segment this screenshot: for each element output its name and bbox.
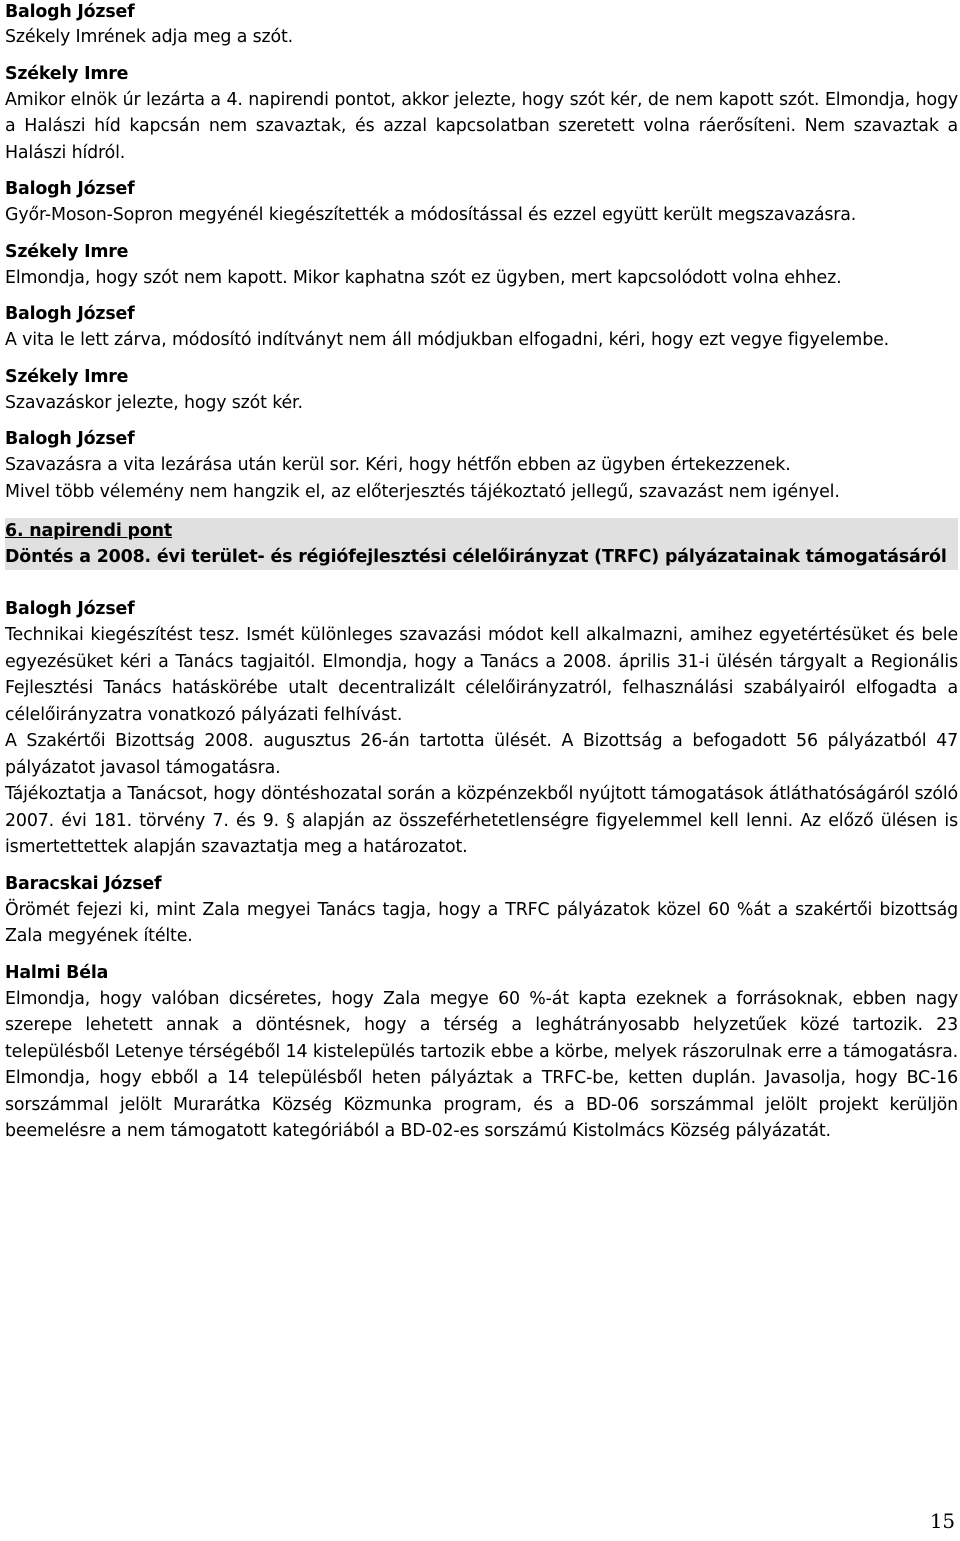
agenda-title: Döntés a 2008. évi terület- és régiófejlesztési célelőirányzat (TRFC) pályázatainak támogatásáról — [5, 547, 947, 567]
speech-text: Amikor elnök úr lezárta a 4. napirendi pontot, akkor jelezte, hogy szót kér, de nem kapott szót. Elmondja, hogy a Halászi híd kapcsán nem szavaztak, és azzal kapcsolatban szeretett volna ráerősíteni. Nem szavaztak a Halászi hídról. — [5, 89, 958, 163]
exchange — [5, 176, 958, 229]
speaker-name: Balogh József — [5, 2, 135, 22]
exchange — [5, 596, 958, 861]
speech-text: A Szakértői Bizottság 2008. augusztus 26-án tartotta ülését. A Bizottság a befogadott 56 pályázatból 47 pályázatot javasol támogatásra. — [5, 731, 958, 778]
speaker-name: Balogh József — [5, 304, 135, 324]
speaker-name: Balogh József — [5, 429, 135, 449]
speech-text: Tájékoztatja a Tanácsot, hogy döntéshozatal során a közpénzekből nyújtott támogatások átláthatóságáról szóló 2007. évi 181. törvény 7. és 9. § alapján az összeférhetetlenségre figyelemmel kell lenni. Az előző ülésen is ismertettettek alapján szavaztatja meg a határozatot. — [5, 784, 958, 857]
speech-text: A vita le lett zárva, módosító indítványt nem áll módjukban elfogadni, kéri, hogy ezt vegye figyelembe. — [5, 330, 890, 350]
speaker-name: Balogh József — [5, 179, 135, 199]
agenda-heading — [5, 518, 958, 570]
speaker-name: Székely Imre — [5, 241, 129, 262]
exchange — [5, 364, 958, 417]
speech-text: Székely Imrének adja meg a szót. — [5, 27, 294, 47]
speech-text: Szavazásra a vita lezárása után kerül sor. Kéri, hogy hétfőn ebben az ügyben értekezzenek. — [5, 455, 791, 475]
speech-text: Elmondja, hogy szót nem kapott. Mikor kaphatna szót ez ügyben, mert kapcsolódott volna ehhez. — [5, 267, 842, 288]
speaker-name: Halmi Béla — [5, 962, 109, 983]
speech-text: Örömét fejezi ki, mint Zala megyei Tanács tagja, hogy a TRFC pályázatok közel 60 %át a szakértői bizottság Zala megyének ítélte. — [5, 899, 958, 946]
page-number: 15 — [929, 1509, 955, 1533]
exchange — [5, 0, 958, 51]
speech-text: Mivel több vélemény nem hangzik el, az előterjesztés tájékoztató jellegű, szavazást nem igényel. — [5, 481, 840, 502]
exchange — [5, 239, 958, 292]
speech-text: Győr-Moson-Sopron megyénél kiegészítették a módosítással és ezzel együtt került megszavazásra. — [5, 205, 857, 225]
speaker-name: Székely Imre — [5, 63, 129, 84]
agenda-number: 6. napirendi pont — [5, 521, 173, 541]
speaker-name: Székely Imre — [5, 366, 129, 387]
speaker-name: Balogh József — [5, 599, 135, 619]
exchange — [5, 960, 958, 1145]
exchange — [5, 871, 958, 950]
speech-text: Szavazáskor jelezte, hogy szót kér. — [5, 392, 303, 413]
speaker-name: Baracskai József — [5, 873, 162, 894]
speech-text: Elmondja, hogy valóban dicséretes, hogy Zala megye 60 %-át kapta ezeknek a forrásoknak, ebben nagy szerepe lehetett annak a döntésnek, hogy a térség a leghátrányosabb helyzetűek közé tartozik. 23 településből Letenye térségéből 14 kistelepülés tartozik ebbe a körbe, melyek rászorulnak erre a támogatásra. Elmondja, hogy ebből a 14 településből heten pályáztak a TRFC-be, ketten duplán. Javasolja, hogy BC-16 sorszámmal jelölt Murarátka Község Közmunka program, és a BD-06 sorszámmal jelölt projekt kerüljön beemelésre a nem támogatott kategóriából a BD-02-es sorszámú Kistolmács Község pályázatát. — [5, 988, 958, 1141]
exchange — [5, 301, 958, 354]
exchange — [5, 426, 958, 505]
exchange — [5, 61, 958, 167]
speech-text: Technikai kiegészítést tesz. Ismét különleges szavazási módot kell alkalmazni, amihez egyetértésüket és bele egyezésüket kéri a Tanács tagjaitól. Elmondja, hogy a Tanács a 2008. április 31-i ülésén tárgyalt a Regionális Fejlesztési Tanács hatáskörébe utalt decentralizált célelőirányzatról, felhasználási szabályairól elfogadta a célelőirányzatra vonatkozó pályázati felhívást. — [5, 625, 958, 725]
